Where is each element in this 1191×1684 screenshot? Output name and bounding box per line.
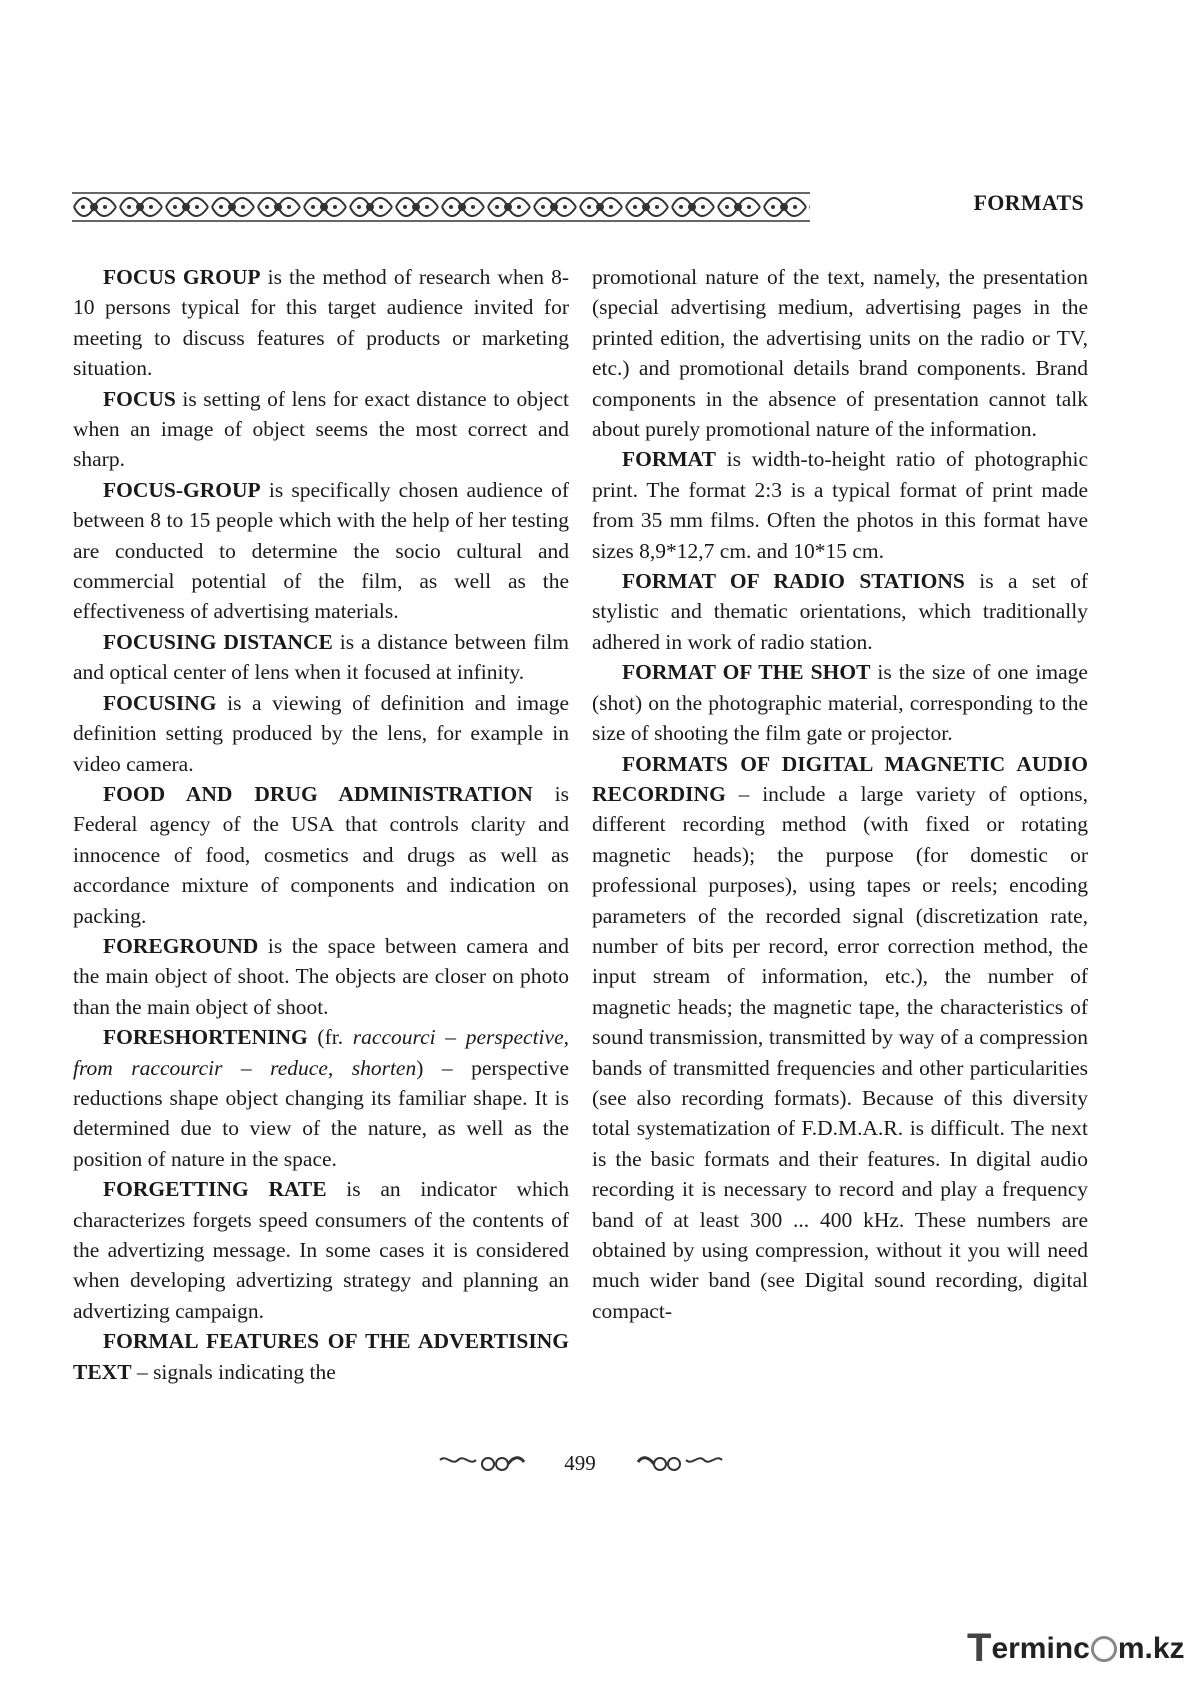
footer-ornament-left xyxy=(436,1452,526,1476)
entry-text: is width-to-height ratio of photographic print. The format 2:3 is a typical format of print made from 35 mm films. Often the photos in this format have sizes 8,9*12,7 cm. and 10*15 cm. xyxy=(592,447,1088,563)
entry-text: is the size of one image (shot) on the photographic material, corresponding to the size of shooting the film gate or projector. xyxy=(592,660,1088,746)
entry-text-before: (fr. xyxy=(307,1025,353,1050)
page-number: 499 xyxy=(564,1451,596,1475)
footer-ornament-right xyxy=(636,1452,726,1476)
entry-text: is a set of stylistic and thematic orientations, which traditionally adhered in work of radio station. xyxy=(592,569,1088,654)
watermark-initial: T xyxy=(967,1626,992,1670)
watermark-suffix: m.kz xyxy=(1117,1632,1185,1665)
termincom-watermark-logo xyxy=(967,1626,1185,1670)
entry-text: is the space between camera and the main object of shoot. The objects are closer on photo than the main object of shoot. xyxy=(73,933,569,1019)
entry-text: is specifically chosen audience of between 8 to 15 people which with the help of her testing are conducted to determine the socio cultural and commercial potential of the film, as well as the effectiveness of advertising materials. xyxy=(73,477,569,624)
entry-text: promotional nature of the text, namely, the presentation (special advertising medium, advertising pages in the printed edition, the advertising units on the radio or TV, etc.) and promotional details brand components. Brand components in the absence of presentation cannot talk about purely promotional nature of the information. xyxy=(592,265,1088,442)
left-column xyxy=(73,262,569,1387)
entry-text: is a viewing of definition and image definition setting produced by the lens, for example in video camera. xyxy=(73,690,569,776)
entry-fda xyxy=(73,779,569,931)
entry-term: FOREGROUND xyxy=(103,933,259,958)
entry-term: FORESHORTENING xyxy=(103,1025,308,1050)
entry-format-radio xyxy=(592,566,1088,657)
entry-term: FORMAT xyxy=(622,447,716,472)
entry-formal-features xyxy=(73,1326,569,1387)
entry-term: FOCUS GROUP xyxy=(103,265,261,289)
entry-text: is Federal agency of the USA that controls clarity and innocence of food, cosmetics and drugs as well as accordance mixture of components and indication on packing. xyxy=(73,781,570,928)
entry-foreground xyxy=(73,931,569,1022)
entry-text: – signals indicating the xyxy=(131,1359,336,1384)
entry-focus-group-2 xyxy=(73,475,569,627)
entry-format xyxy=(592,444,1088,566)
entry-term: FOCUS xyxy=(103,386,176,411)
entry-focusing xyxy=(73,688,569,779)
watermark-middle: erminc xyxy=(991,1632,1090,1665)
entry-forgetting-rate xyxy=(73,1174,569,1326)
entry-term: FOOD AND DRUG ADMINISTRATION xyxy=(103,781,533,806)
entry-format-shot xyxy=(592,657,1088,748)
entry-focus-group xyxy=(73,262,569,384)
running-head: FORMATS xyxy=(973,190,1084,215)
entry-term: FORMAT OF RADIO STATIONS xyxy=(622,569,965,594)
header-ornament xyxy=(72,191,810,223)
entry-term: FOCUSING DISTANCE xyxy=(103,629,333,654)
entry-text: is an indicator which characterizes forgets speed consumers of the contents of the advertizing message. In some cases it is considered when developing advertizing strategy and planning an advertizing campaign. xyxy=(73,1177,569,1323)
entry-term: FORMAT OF THE SHOT xyxy=(622,660,871,685)
entry-focus xyxy=(73,384,569,475)
entry-etymology: raccourci – perspective, from raccourcir – reduce, shorten xyxy=(73,1025,569,1080)
entry-text: ) – perspective reductions shape object changing its familiar shape. It is determined due to view of the nature, as well as the position of nature in the space. xyxy=(73,1055,570,1171)
entry-formats-dmar xyxy=(592,749,1088,1327)
entry-continuation xyxy=(592,262,1088,444)
entry-focusing-distance xyxy=(73,627,569,688)
entry-term: FORMATS OF DIGITAL MAGNETIC AUDIO RECORDING xyxy=(592,751,1088,806)
entry-term: FORMAL FEATURES OF THE ADVERTISING TEXT xyxy=(73,1329,569,1384)
entry-text: is a distance between film and optical center of lens when it focused at infinity. xyxy=(73,629,569,685)
entry-term: FOCUS-GROUP xyxy=(103,477,261,502)
entry-term: FORGETTING RATE xyxy=(103,1177,327,1202)
entry-text: is the method of research when 8-10 persons typical for this target audience invited for meeting to discuss features of products or marketing situation. xyxy=(73,265,570,381)
entry-text: – include a large variety of options, different recording method (with fixed or rotating magnetic heads); the purpose (for domestic or professional purposes), using tapes or reels; encoding parameters of the recorded signal (discretization rate, number of bits per record, error correction method, the input stream of information, etc.), the number of magnetic heads; the magnetic tape, the characteristics of sound transmission, transmitted by way of a compression bands of transmitted frequencies and other particularities (see also recording formats). Because of this diversity total systematization of F.D.M.A.R. is difficult. The next is the basic formats and their features. In digital audio recording it is necessary to record and play a frequency band of at least 300 ... 400 kHz. These numbers are obtained by using compression, without it you will need much wider band (see Digital sound recording, digital compact- xyxy=(592,781,1088,1323)
entry-term: FOCUSING xyxy=(103,690,217,715)
entry-foreshortening xyxy=(73,1022,569,1174)
entry-text: is setting of lens for exact distance to object when an image of object seems the most correct and sharp. xyxy=(73,386,569,472)
watermark-ring-icon xyxy=(1091,1636,1117,1662)
right-column xyxy=(592,262,1088,1326)
